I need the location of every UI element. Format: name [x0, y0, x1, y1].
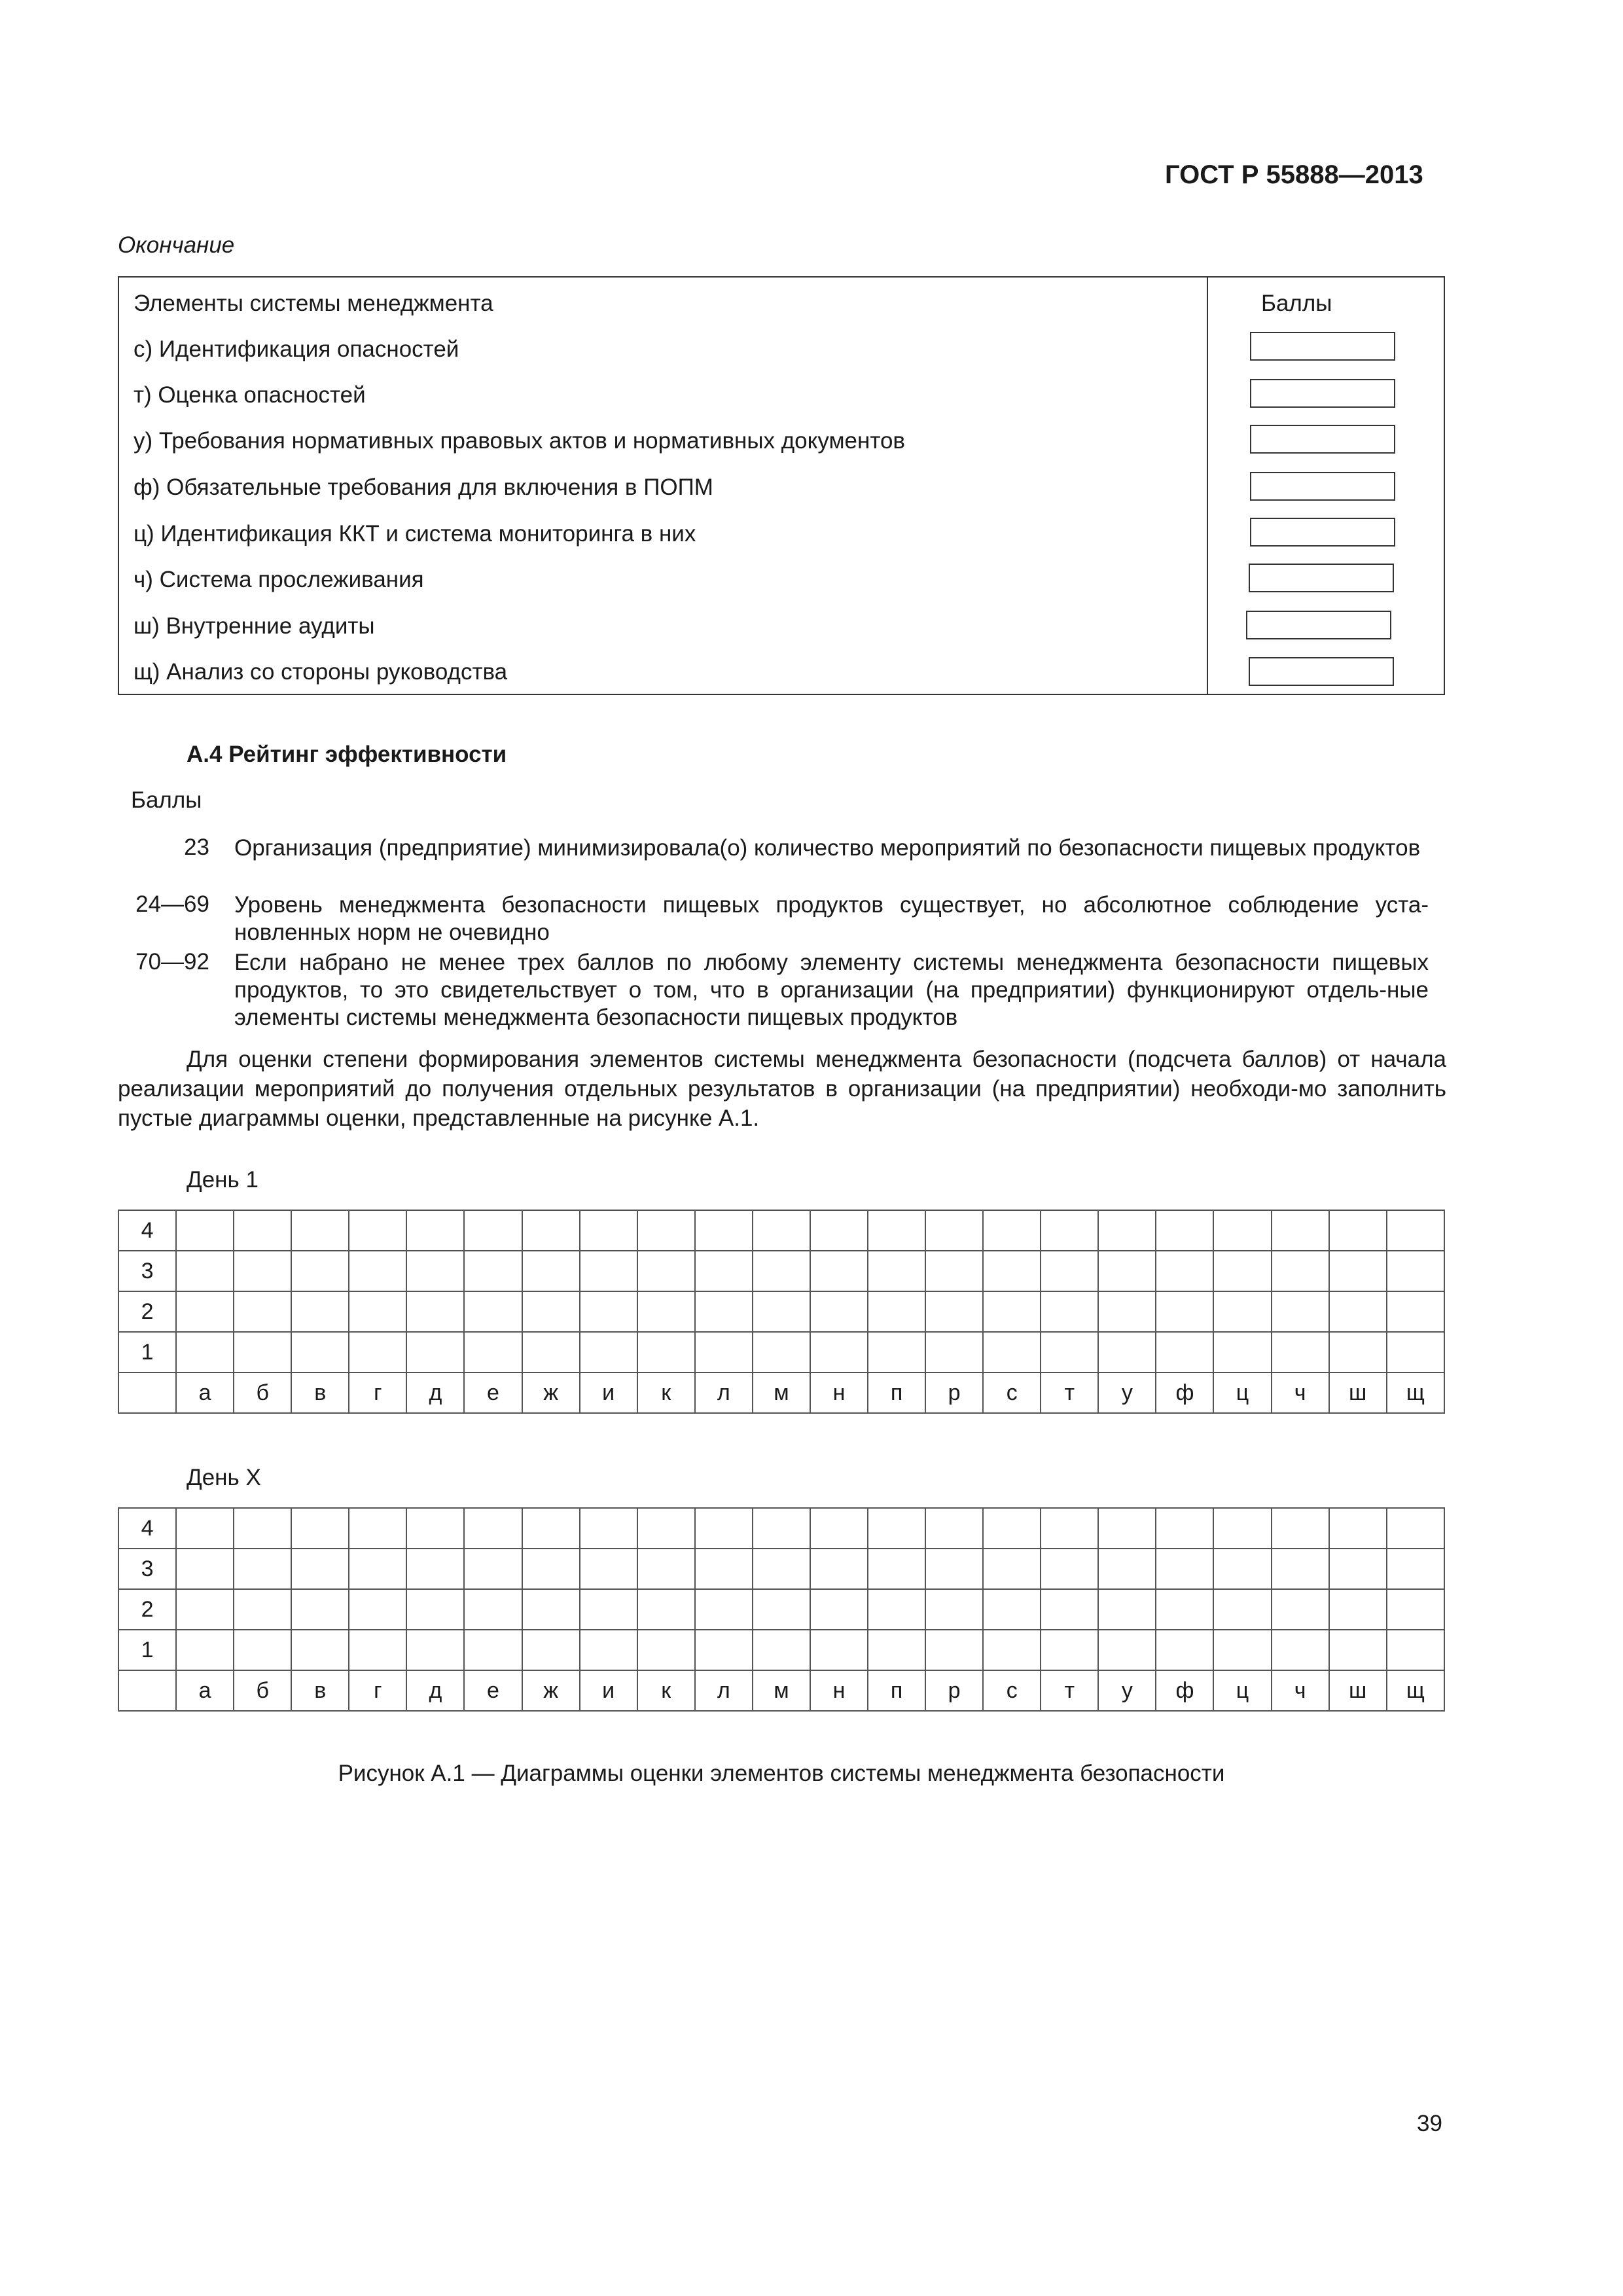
- grid-cell[interactable]: [464, 1251, 522, 1291]
- grid-cell[interactable]: [176, 1291, 234, 1332]
- x-letter-label: р: [925, 1372, 983, 1413]
- dayx-diagram: [118, 1507, 1445, 1712]
- grid-cell[interactable]: [522, 1589, 580, 1630]
- x-letter-label: у: [1098, 1670, 1156, 1711]
- grid-cell[interactable]: [810, 1291, 868, 1332]
- grid-cell[interactable]: [522, 1549, 580, 1589]
- grid-cell[interactable]: [176, 1210, 234, 1251]
- grid-cell[interactable]: [406, 1589, 464, 1630]
- grid-cell[interactable]: [1272, 1508, 1329, 1549]
- grid-cell[interactable]: [1272, 1589, 1329, 1630]
- grid-cell[interactable]: [1213, 1332, 1271, 1372]
- grid-cell[interactable]: [1098, 1630, 1156, 1670]
- grid-cell[interactable]: [464, 1291, 522, 1332]
- grid-cell[interactable]: [695, 1508, 753, 1549]
- grid-cell[interactable]: [753, 1589, 810, 1630]
- x-letter-label: в: [291, 1670, 349, 1711]
- grid-cell[interactable]: [1041, 1549, 1098, 1589]
- grid-cell[interactable]: [1387, 1332, 1444, 1372]
- x-letter-label: д: [406, 1670, 464, 1711]
- grid-cell[interactable]: [1098, 1251, 1156, 1291]
- rating-text: Уровень менеджмента безопасности пищевых продуктов существует, но абсолютное соблюдение уста-новленных норм не очевидно: [234, 892, 1429, 945]
- score-box[interactable]: [1250, 518, 1395, 547]
- grid-cell[interactable]: [349, 1291, 406, 1332]
- grid-cell[interactable]: [983, 1508, 1041, 1549]
- grid-cell[interactable]: [1041, 1508, 1098, 1549]
- y-level-label: 1: [118, 1630, 176, 1670]
- grid-cell[interactable]: [925, 1332, 983, 1372]
- grid-cell[interactable]: [1098, 1508, 1156, 1549]
- grid-cell[interactable]: [1272, 1549, 1329, 1589]
- y-level-label: 4: [118, 1508, 176, 1549]
- x-letter-label: м: [753, 1372, 810, 1413]
- grid-cell[interactable]: [1387, 1589, 1444, 1630]
- grid-cell[interactable]: [176, 1332, 234, 1372]
- grid-cell[interactable]: [1329, 1251, 1387, 1291]
- grid-cell[interactable]: [291, 1508, 349, 1549]
- grid-cell[interactable]: [1156, 1251, 1213, 1291]
- grid-cell[interactable]: [349, 1332, 406, 1372]
- criteria-row: щ) Анализ со стороны руководства: [134, 659, 508, 685]
- instruction-paragraph: Для оценки степени формирования элементов системы менеджмента безопасности (подсчета баллов) от начала реализации мероприятий до получения отдельных результатов в организации (на предприятии) необходи-мо заполнить пустые диаграммы оценки, представленные на рисунке А.1.: [118, 1047, 1446, 1131]
- x-letter-label: щ: [1387, 1670, 1444, 1711]
- y-level-label: 2: [118, 1291, 176, 1332]
- grid-cell[interactable]: [349, 1210, 406, 1251]
- document-code: ГОСТ Р 55888—2013: [1165, 160, 1423, 189]
- grid-cell[interactable]: [983, 1291, 1041, 1332]
- x-letter-label: н: [810, 1372, 868, 1413]
- grid-cell[interactable]: [234, 1508, 291, 1549]
- x-letter-label: к: [637, 1372, 695, 1413]
- grid-cell[interactable]: [580, 1332, 637, 1372]
- grid-cell[interactable]: [868, 1630, 925, 1670]
- x-letter-label: ж: [522, 1670, 580, 1711]
- grid-cell[interactable]: [1156, 1291, 1213, 1332]
- grid-cell[interactable]: [1329, 1332, 1387, 1372]
- score-box[interactable]: [1249, 657, 1394, 686]
- rating-range: 70—92: [135, 949, 209, 975]
- x-letter-label: и: [580, 1372, 637, 1413]
- x-letter-label: т: [1041, 1372, 1098, 1413]
- grid-cell[interactable]: [925, 1630, 983, 1670]
- grid-cell[interactable]: [1098, 1332, 1156, 1372]
- grid-cell[interactable]: [983, 1332, 1041, 1372]
- grid-cell[interactable]: [580, 1291, 637, 1332]
- grid-cell[interactable]: [753, 1549, 810, 1589]
- grid-cell[interactable]: [464, 1508, 522, 1549]
- grid-cell[interactable]: [637, 1210, 695, 1251]
- grid-cell[interactable]: [291, 1589, 349, 1630]
- elements-column-header: Элементы системы менеджмента: [134, 291, 493, 316]
- grid-cell[interactable]: [406, 1332, 464, 1372]
- grid-cell[interactable]: [810, 1630, 868, 1670]
- criteria-row: т) Оценка опасностей: [134, 382, 366, 408]
- x-letter-label: у: [1098, 1372, 1156, 1413]
- grid-cell[interactable]: [983, 1251, 1041, 1291]
- grid-cell[interactable]: [1041, 1332, 1098, 1372]
- points-label: Баллы: [131, 787, 202, 813]
- grid-cell[interactable]: [1156, 1630, 1213, 1670]
- x-letter-label: н: [810, 1670, 868, 1711]
- x-letter-label: в: [291, 1372, 349, 1413]
- grid-cell[interactable]: [349, 1251, 406, 1291]
- grid-cell[interactable]: [1156, 1589, 1213, 1630]
- grid-cell[interactable]: [1098, 1210, 1156, 1251]
- grid-cell[interactable]: [349, 1549, 406, 1589]
- grid-cell[interactable]: [753, 1210, 810, 1251]
- y-level-label: 3: [118, 1251, 176, 1291]
- grid-cell[interactable]: [695, 1210, 753, 1251]
- grid-cell[interactable]: [291, 1630, 349, 1670]
- grid-cell[interactable]: [522, 1251, 580, 1291]
- grid-cell[interactable]: [464, 1630, 522, 1670]
- grid-cell[interactable]: [406, 1210, 464, 1251]
- y-level-label: 4: [118, 1210, 176, 1251]
- grid-cell[interactable]: [810, 1251, 868, 1291]
- grid-cell[interactable]: [868, 1589, 925, 1630]
- grid-cell[interactable]: [580, 1251, 637, 1291]
- grid-cell[interactable]: [291, 1291, 349, 1332]
- x-letter-label: г: [349, 1670, 406, 1711]
- grid-cell[interactable]: [1387, 1251, 1444, 1291]
- criteria-row: у) Требования нормативных правовых актов и нормативных документов: [134, 428, 906, 454]
- grid-cell[interactable]: [1213, 1508, 1271, 1549]
- dayx-label: День Х: [187, 1465, 261, 1490]
- grid-cell[interactable]: [868, 1332, 925, 1372]
- grid-cell[interactable]: [868, 1251, 925, 1291]
- rating-text: Организация (предприятие) минимизировала(о) количество мероприятий по безопасности пищевых продуктов: [234, 835, 1421, 861]
- grid-cell[interactable]: [406, 1291, 464, 1332]
- x-letter-label: л: [695, 1372, 753, 1413]
- grid-cell[interactable]: [580, 1508, 637, 1549]
- rating-range: 23: [184, 834, 209, 860]
- grid-cell[interactable]: [753, 1508, 810, 1549]
- x-letter-label: ц: [1213, 1670, 1271, 1711]
- grid-cell[interactable]: [1213, 1630, 1271, 1670]
- grid-cell[interactable]: [925, 1589, 983, 1630]
- grid-cell[interactable]: [1213, 1589, 1271, 1630]
- grid-cell[interactable]: [1156, 1332, 1213, 1372]
- grid-cell[interactable]: [1329, 1630, 1387, 1670]
- x-letter-label: ч: [1272, 1372, 1329, 1413]
- x-letter-label: ч: [1272, 1670, 1329, 1711]
- grid-cell[interactable]: [1387, 1549, 1444, 1589]
- grid-cell[interactable]: [406, 1630, 464, 1670]
- x-letter-label: р: [925, 1670, 983, 1711]
- grid-cell[interactable]: [1272, 1332, 1329, 1372]
- grid-cell[interactable]: [234, 1210, 291, 1251]
- score-box[interactable]: [1249, 564, 1394, 592]
- x-letter-label: ж: [522, 1372, 580, 1413]
- grid-cell[interactable]: [1213, 1291, 1271, 1332]
- grid-cell[interactable]: [1272, 1210, 1329, 1251]
- grid-cell[interactable]: [983, 1210, 1041, 1251]
- y-level-label: 2: [118, 1589, 176, 1630]
- points-column-header: Баллы: [1261, 291, 1332, 316]
- grid-cell[interactable]: [637, 1630, 695, 1670]
- grid-cell[interactable]: [1041, 1210, 1098, 1251]
- x-letter-label: ц: [1213, 1372, 1271, 1413]
- grid-cell[interactable]: [580, 1549, 637, 1589]
- x-letter-label: и: [580, 1670, 637, 1711]
- grid-cell[interactable]: [695, 1549, 753, 1589]
- grid-cell[interactable]: [580, 1630, 637, 1670]
- grid-cell[interactable]: [176, 1630, 234, 1670]
- grid-cell[interactable]: [234, 1291, 291, 1332]
- grid-cell[interactable]: [176, 1508, 234, 1549]
- grid-cell[interactable]: [868, 1508, 925, 1549]
- grid-cell[interactable]: [291, 1210, 349, 1251]
- grid-cell[interactable]: [925, 1291, 983, 1332]
- grid-cell[interactable]: [810, 1210, 868, 1251]
- grid-cell[interactable]: [695, 1630, 753, 1670]
- x-letter-label: б: [234, 1670, 291, 1711]
- grid-cell[interactable]: [464, 1549, 522, 1589]
- grid-cell[interactable]: [291, 1251, 349, 1291]
- grid-cell[interactable]: [925, 1549, 983, 1589]
- grid-cell[interactable]: [810, 1508, 868, 1549]
- grid-cell[interactable]: [349, 1508, 406, 1549]
- grid-cell[interactable]: [868, 1549, 925, 1589]
- criteria-row: ш) Внутренние аудиты: [134, 613, 375, 639]
- grid-cell[interactable]: [637, 1589, 695, 1630]
- grid-cell[interactable]: [637, 1549, 695, 1589]
- corner-cell: [118, 1372, 176, 1413]
- grid-cell[interactable]: [1329, 1508, 1387, 1549]
- grid-cell[interactable]: [753, 1251, 810, 1291]
- grid-cell[interactable]: [291, 1332, 349, 1372]
- grid-cell[interactable]: [522, 1332, 580, 1372]
- grid-cell[interactable]: [1387, 1291, 1444, 1332]
- grid-cell[interactable]: [234, 1332, 291, 1372]
- grid-cell[interactable]: [1041, 1291, 1098, 1332]
- figure-caption: Рисунок А.1 — Диаграммы оценки элементов системы менеджмента безопасности: [338, 1761, 1225, 1786]
- grid-cell[interactable]: [695, 1589, 753, 1630]
- grid-cell[interactable]: [1098, 1589, 1156, 1630]
- grid-cell[interactable]: [1041, 1589, 1098, 1630]
- grid-cell[interactable]: [1156, 1508, 1213, 1549]
- x-letter-label: е: [464, 1670, 522, 1711]
- x-letter-label: а: [176, 1372, 234, 1413]
- continuation-label: Окончание: [118, 232, 235, 258]
- x-letter-label: щ: [1387, 1372, 1444, 1413]
- grid-cell[interactable]: [522, 1291, 580, 1332]
- grid-cell[interactable]: [810, 1549, 868, 1589]
- x-letter-label: а: [176, 1670, 234, 1711]
- score-box[interactable]: [1250, 379, 1395, 408]
- grid-cell[interactable]: [176, 1589, 234, 1630]
- grid-cell[interactable]: [637, 1332, 695, 1372]
- grid-cell[interactable]: [1213, 1549, 1271, 1589]
- grid-cell[interactable]: [234, 1589, 291, 1630]
- grid-cell[interactable]: [234, 1549, 291, 1589]
- y-level-label: 1: [118, 1332, 176, 1372]
- score-box[interactable]: [1246, 611, 1391, 639]
- grid-cell[interactable]: [983, 1630, 1041, 1670]
- grid-cell[interactable]: [291, 1549, 349, 1589]
- grid-cell[interactable]: [1098, 1549, 1156, 1589]
- x-letter-label: п: [868, 1670, 925, 1711]
- grid-cell[interactable]: [753, 1332, 810, 1372]
- x-letter-label: ш: [1329, 1372, 1387, 1413]
- criteria-row: ц) Идентификация ККТ и система мониторинга в них: [134, 521, 696, 547]
- grid-cell[interactable]: [695, 1332, 753, 1372]
- criteria-table: [118, 276, 1445, 695]
- grid-cell[interactable]: [406, 1549, 464, 1589]
- grid-cell[interactable]: [1387, 1630, 1444, 1670]
- corner-cell: [118, 1670, 176, 1711]
- x-letter-label: л: [695, 1670, 753, 1711]
- grid-cell[interactable]: [176, 1549, 234, 1589]
- grid-cell[interactable]: [1272, 1291, 1329, 1332]
- grid-cell[interactable]: [983, 1589, 1041, 1630]
- day1-diagram: [118, 1210, 1445, 1414]
- grid-cell[interactable]: [925, 1210, 983, 1251]
- grid-cell[interactable]: [1213, 1210, 1271, 1251]
- grid-cell[interactable]: [580, 1210, 637, 1251]
- score-box[interactable]: [1250, 332, 1395, 361]
- x-letter-label: м: [753, 1670, 810, 1711]
- grid-cell[interactable]: [1387, 1508, 1444, 1549]
- table-divider: [1207, 278, 1208, 694]
- criteria-row: ч) Система прослеживания: [134, 567, 424, 592]
- day1-label: День 1: [187, 1167, 259, 1193]
- grid-cell[interactable]: [580, 1589, 637, 1630]
- criteria-row: с) Идентификация опасностей: [134, 336, 459, 362]
- x-letter-label: т: [1041, 1670, 1098, 1711]
- grid-cell[interactable]: [1156, 1549, 1213, 1589]
- grid-cell[interactable]: [1041, 1251, 1098, 1291]
- grid-cell[interactable]: [695, 1251, 753, 1291]
- grid-cell[interactable]: [637, 1251, 695, 1291]
- grid-cell[interactable]: [753, 1630, 810, 1670]
- grid-cell[interactable]: [1041, 1630, 1098, 1670]
- grid-cell[interactable]: [810, 1332, 868, 1372]
- grid-cell[interactable]: [1329, 1210, 1387, 1251]
- grid-cell[interactable]: [1156, 1210, 1213, 1251]
- score-box[interactable]: [1250, 472, 1395, 501]
- x-letter-label: б: [234, 1372, 291, 1413]
- grid-cell[interactable]: [1329, 1589, 1387, 1630]
- grid-cell[interactable]: [1329, 1291, 1387, 1332]
- grid-cell[interactable]: [464, 1589, 522, 1630]
- grid-cell[interactable]: [464, 1332, 522, 1372]
- grid-cell[interactable]: [983, 1549, 1041, 1589]
- grid-cell[interactable]: [1387, 1210, 1444, 1251]
- grid-cell[interactable]: [925, 1508, 983, 1549]
- x-letter-label: ф: [1156, 1670, 1213, 1711]
- grid-cell[interactable]: [868, 1210, 925, 1251]
- x-letter-label: с: [983, 1670, 1041, 1711]
- rating-range: 24—69: [135, 891, 209, 917]
- grid-cell[interactable]: [637, 1291, 695, 1332]
- grid-cell[interactable]: [1272, 1251, 1329, 1291]
- x-letter-label: д: [406, 1372, 464, 1413]
- grid-cell[interactable]: [637, 1508, 695, 1549]
- page-number: 39: [1417, 2111, 1442, 2136]
- grid-cell[interactable]: [349, 1589, 406, 1630]
- score-box[interactable]: [1250, 425, 1395, 454]
- grid-cell[interactable]: [522, 1630, 580, 1670]
- y-level-label: 3: [118, 1549, 176, 1589]
- grid-cell[interactable]: [522, 1210, 580, 1251]
- grid-cell[interactable]: [868, 1291, 925, 1332]
- x-letter-label: п: [868, 1372, 925, 1413]
- grid-cell[interactable]: [406, 1508, 464, 1549]
- grid-cell[interactable]: [349, 1630, 406, 1670]
- section-title: А.4 Рейтинг эффективности: [187, 742, 507, 767]
- criteria-row: ф) Обязательные требования для включения в ПОПМ: [134, 475, 713, 500]
- x-letter-label: е: [464, 1372, 522, 1413]
- grid-cell[interactable]: [810, 1589, 868, 1630]
- rating-text: Если набрано не менее трех баллов по любому элементу системы менеджмента безопасности пищевых продуктов, то это свидетельствует о том, что в организации (на предприятии) функционируют отдель-ные элементы системы менеджмента безопасности пищевых продуктов: [234, 950, 1429, 1030]
- grid-cell[interactable]: [1329, 1549, 1387, 1589]
- grid-cell[interactable]: [176, 1251, 234, 1291]
- grid-cell[interactable]: [464, 1210, 522, 1251]
- grid-cell[interactable]: [522, 1508, 580, 1549]
- grid-cell[interactable]: [925, 1251, 983, 1291]
- x-letter-label: ф: [1156, 1372, 1213, 1413]
- grid-cell[interactable]: [234, 1251, 291, 1291]
- grid-cell[interactable]: [1272, 1630, 1329, 1670]
- grid-cell[interactable]: [695, 1291, 753, 1332]
- grid-cell[interactable]: [406, 1251, 464, 1291]
- grid-cell[interactable]: [753, 1291, 810, 1332]
- x-letter-label: ш: [1329, 1670, 1387, 1711]
- x-letter-label: к: [637, 1670, 695, 1711]
- grid-cell[interactable]: [234, 1630, 291, 1670]
- x-letter-label: г: [349, 1372, 406, 1413]
- grid-cell[interactable]: [1098, 1291, 1156, 1332]
- grid-cell[interactable]: [1213, 1251, 1271, 1291]
- x-letter-label: с: [983, 1372, 1041, 1413]
